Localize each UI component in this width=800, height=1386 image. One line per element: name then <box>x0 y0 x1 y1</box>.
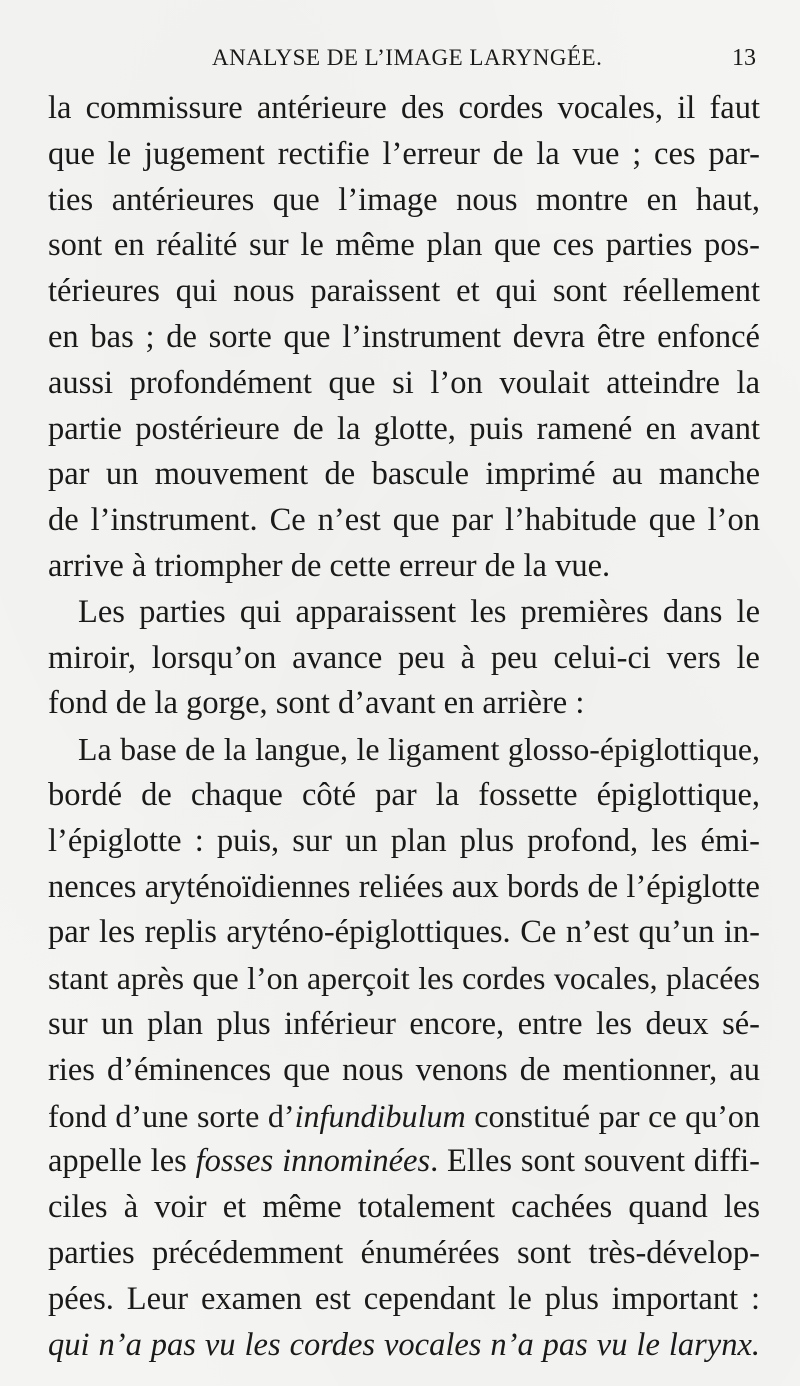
running-head <box>0 38 800 78</box>
italic-final-line <box>48 1323 760 1369</box>
text-line: sur un plan plus inférieur encore, entre les deux sé- <box>48 1005 760 1042</box>
text-line: bordé de chaque côté par la fossette épiglottique, <box>48 776 760 813</box>
text-line: miroir, lorsqu’on avance peu à peu celui-ci vers le <box>48 639 760 676</box>
text-line: nences aryténoïdiennes reliées aux bords de l’épiglotte <box>48 868 760 905</box>
text-line: l’épiglotte : puis, sur un plan plus profond, les émi- <box>48 822 760 859</box>
text-line: partie postérieure de la glotte, puis ramené en avant <box>48 410 760 447</box>
text-segment: appelle les <box>48 1143 196 1180</box>
paragraph-2 <box>48 590 760 727</box>
text-line: ciles à voir et même totalement cachées quand les <box>48 1189 760 1226</box>
text-line: parties précédemment énumérées sont très-dévelop- <box>48 1234 760 1271</box>
text-line: la commissure antérieure des cordes vocales, il faut <box>48 90 760 126</box>
text-line: sont en réalité sur le même plan que ces parties pos- <box>48 227 760 264</box>
text-line: de l’instrument. Ce n’est que par l’habitude que l’on <box>48 502 760 539</box>
text-segment: . Elles sont souvent diffi- <box>430 1143 760 1180</box>
italic-term: infundibulum <box>294 1097 466 1134</box>
running-title: ANALYSE DE L’IMAGE LARYNGÉE. <box>212 45 603 70</box>
italic-quote: qui n’a pas vu les cordes vocales n’a pas vu le larynx. <box>48 1326 760 1363</box>
text-body <box>48 86 760 1368</box>
text-line: Les parties qui apparaissent les premières dans le <box>78 593 760 630</box>
text-line: en bas ; de sorte que l’instrument devra être enfoncé <box>48 318 760 355</box>
text-segment: fond d’une sorte d’ <box>48 1097 295 1134</box>
text-line-fosses <box>48 1139 760 1185</box>
paragraph-3 <box>48 727 760 1368</box>
text-line: ties antérieures que l’image nous montre en haut, <box>48 181 760 218</box>
text-line: arrive à triompher de cette erreur de la vue. <box>48 547 611 584</box>
text-line: par un mouvement de bascule imprimé au manche <box>48 456 760 493</box>
text-line: que le jugement rectifie l’erreur de la vue ; ces par- <box>48 135 760 172</box>
text-segment: constitué par ce qu’on <box>465 1097 760 1134</box>
text-line: fond de la gorge, sont d’avant en arrière : <box>48 685 585 722</box>
page-number: 13 <box>732 45 756 71</box>
italic-term: fosses innominées <box>195 1143 431 1180</box>
text-line: par les replis aryténo-épiglottiques. Ce n’est qu’un in- <box>48 914 760 951</box>
text-line: La base de la langue, le ligament glosso-épiglottique, <box>78 732 760 768</box>
text-line: aussi profondément que si l’on voulait atteindre la <box>48 364 760 401</box>
text-line: stant après que l’on aperçoit les cordes vocales, placées <box>48 961 760 997</box>
text-line: térieures qui nous paraissent et qui sont réellement <box>48 273 760 310</box>
text-line: pées. Leur examen est cependant le plus important : <box>48 1280 760 1317</box>
text-line-infundibulum <box>48 1094 760 1140</box>
paragraph-1 <box>48 86 760 590</box>
text-line: ries d’éminences que nous venons de mentionner, au <box>48 1051 760 1088</box>
